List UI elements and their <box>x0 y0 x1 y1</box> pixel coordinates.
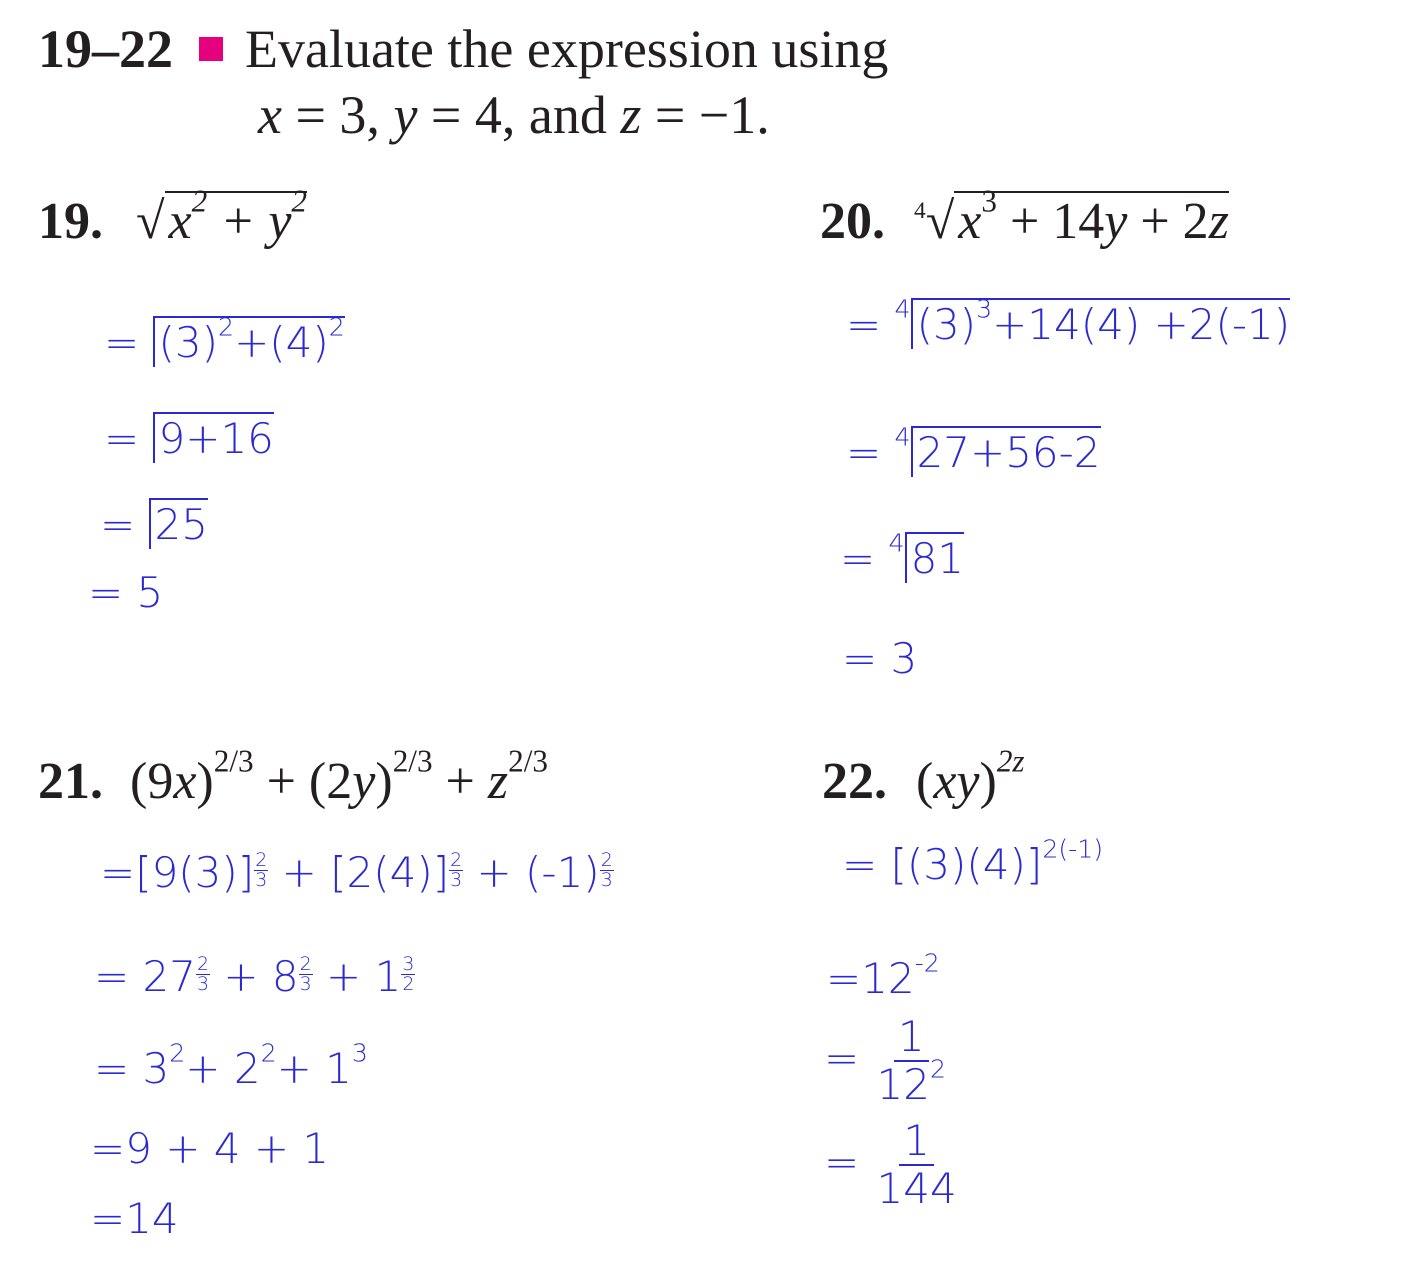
problem-20-expression: $^4√x^3 + 14y + 2z$ <box>914 183 1229 250</box>
p21-step-2: = 27 $\frac{2}{3}$ + 8 $\frac{2}{3}$ + 1 $\frac{3}{2}$ <box>94 952 415 1001</box>
p20-step-2: = $^4$ 27+56-2 <box>846 422 1101 477</box>
p20-step-1: = $^4$ $(3)^3+14(4) +2(-1)$ <box>846 294 1291 349</box>
p22-step-3: = $\frac{1}{12^2}$ <box>824 1012 947 1109</box>
instruction-text: Evaluate the expression using <box>245 19 889 79</box>
values-line: x = 3, y = 4, and z = −1. <box>258 85 770 145</box>
p21-step-5: =14 <box>90 1194 179 1243</box>
problem-19-expression: $√x^2 + y^2$ <box>136 183 307 250</box>
problem-range: 19–22 <box>38 19 173 79</box>
p20-step-3: = $^4$ 81 <box>840 528 965 583</box>
p19-step-2: = 9+16 <box>104 414 274 463</box>
p21-step-1: =[9(3)] $\frac{2}{3}$ + [2(4)] $\frac{2}{3}$ + (-1) $\frac{2}{3}$ <box>100 848 613 897</box>
p19-step-4: = 5 <box>88 568 164 617</box>
problem-21-number: 21. <box>38 753 103 810</box>
p20-step-4: = 3 <box>842 634 918 683</box>
problem-19 <box>38 183 307 251</box>
p21-step-3: = $3^2+ 2^2+ 1^3$ <box>94 1038 368 1093</box>
p22-step-4: = $\frac{1}{144}$ <box>824 1116 957 1213</box>
p21-step-4: =9 + 4 + 1 <box>90 1124 330 1173</box>
pink-square-icon <box>199 37 223 61</box>
problem-header <box>38 18 888 80</box>
p22-step-1: = $[(3)(4)]^{2(-1)}$ <box>842 834 1104 889</box>
problem-20-number: 20. <box>820 193 885 250</box>
problem-22-expression: (xy)$^{2z}$ <box>916 743 1025 810</box>
problem-22-number: 22. <box>822 753 887 810</box>
p19-step-3: = 25 <box>100 500 208 549</box>
problem-20 <box>820 183 1229 251</box>
p22-step-2: $=12^{-2}$ <box>826 948 940 1003</box>
problem-21 <box>38 743 548 811</box>
problem-21-expression: $(9x)^{2/3} + (2y)^{2/3} + z^{2/3}$ <box>130 743 548 810</box>
problem-19-number: 19. <box>38 193 103 250</box>
problem-22 <box>822 743 1025 811</box>
p19-step-1: = $(3)^2+(4)^2$ <box>104 312 345 367</box>
